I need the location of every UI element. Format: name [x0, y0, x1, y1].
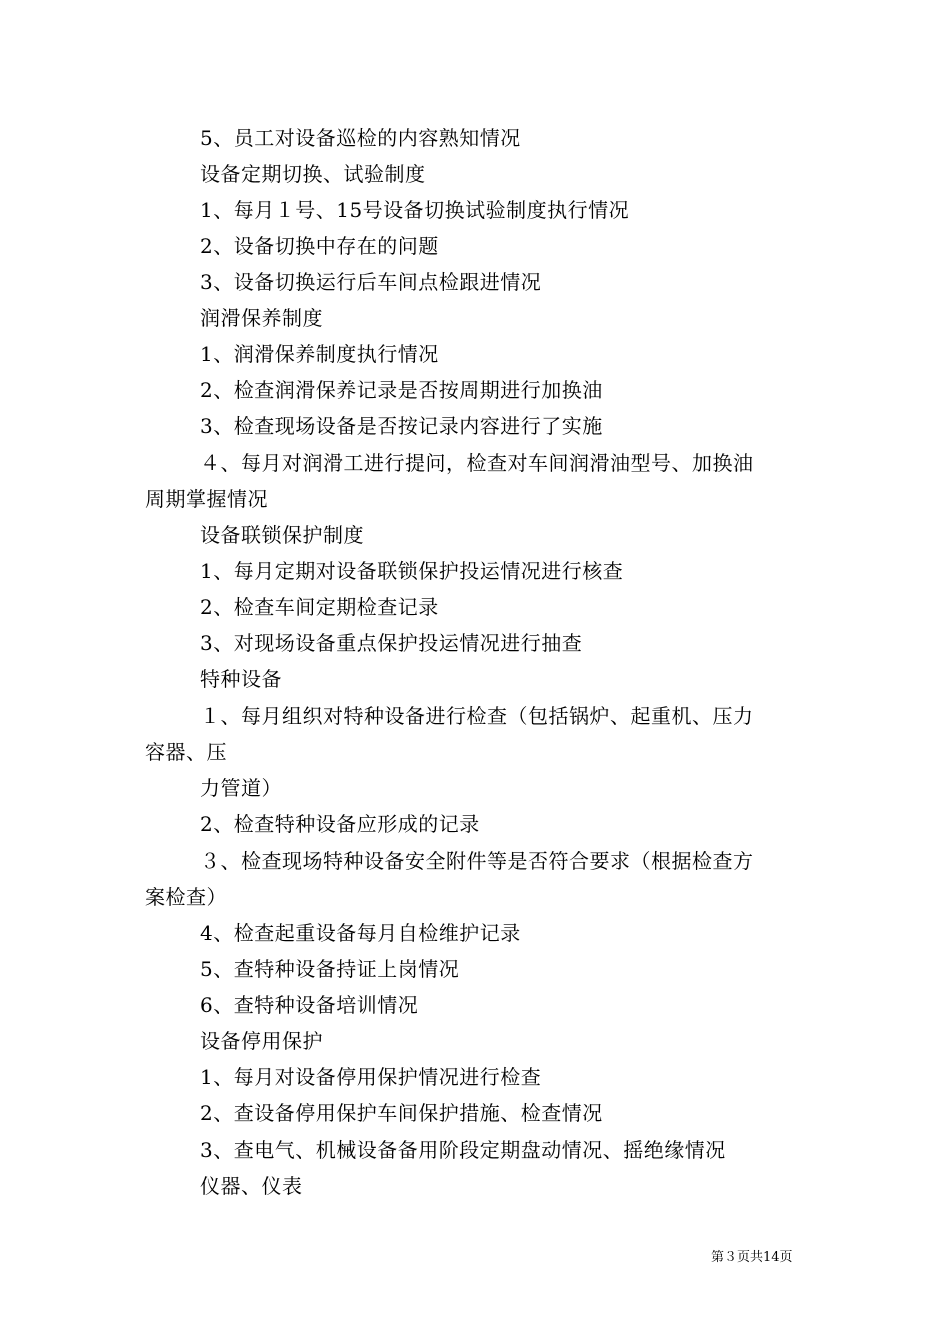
text-line: 1、润滑保养制度执行情况: [200, 342, 439, 366]
text-line: 2、检查车间定期检查记录: [200, 595, 439, 619]
text-line: 5、查特种设备持证上岗情况: [200, 957, 460, 981]
text-line: 1、每月对设备停用保护情况进行检查: [200, 1065, 542, 1089]
text-line-continuation: 容器、压: [145, 740, 227, 764]
text-line: 3、查电气、机械设备备用阶段定期盘动情况、摇绝缘情况: [200, 1138, 726, 1162]
text-line: 1、每月定期对设备联锁保护投运情况进行核查: [200, 559, 624, 583]
section-heading: 设备联锁保护制度: [200, 523, 364, 547]
text-line: 3、检查现场设备是否按记录内容进行了实施: [200, 414, 603, 438]
text-line: 3、设备切换运行后车间点检跟进情况: [200, 270, 542, 294]
text-line: 力管道）: [200, 776, 282, 800]
section-heading: 仪器、仪表: [200, 1174, 303, 1198]
section-heading: 设备停用保护: [200, 1029, 323, 1053]
text-line: １、每月组织对特种设备进行检查（包括锅炉、起重机、压力: [200, 704, 754, 728]
text-line: ３、检查现场特种设备安全附件等是否符合要求（根据检查方: [200, 849, 754, 873]
text-line-continuation: 案检查）: [145, 885, 227, 909]
text-line: 3、对现场设备重点保护投运情况进行抽查: [200, 631, 583, 655]
text-line: ４、每月对润滑工进行提问，检查对车间润滑油型号、加换油: [200, 451, 754, 475]
text-line: 1、每月１号、15号设备切换试验制度执行情况: [200, 198, 630, 222]
text-line: 2、检查特种设备应形成的记录: [200, 812, 480, 836]
page-number-footer: 第３页共14页: [711, 1250, 793, 1265]
text-line: 4、检查起重设备每月自检维护记录: [200, 921, 521, 945]
text-line: 2、查设备停用保护车间保护措施、检查情况: [200, 1101, 603, 1125]
section-heading: 特种设备: [200, 667, 282, 691]
text-line: 2、检查润滑保养记录是否按周期进行加换油: [200, 378, 603, 402]
section-heading: 润滑保养制度: [200, 306, 323, 330]
text-line: 2、设备切换中存在的问题: [200, 234, 439, 258]
text-line-continuation: 周期掌握情况: [145, 487, 268, 511]
text-line: 5、员工对设备巡检的内容熟知情况: [200, 126, 521, 150]
section-heading: 设备定期切换、试验制度: [200, 162, 426, 186]
text-line: 6、查特种设备培训情况: [200, 993, 419, 1017]
